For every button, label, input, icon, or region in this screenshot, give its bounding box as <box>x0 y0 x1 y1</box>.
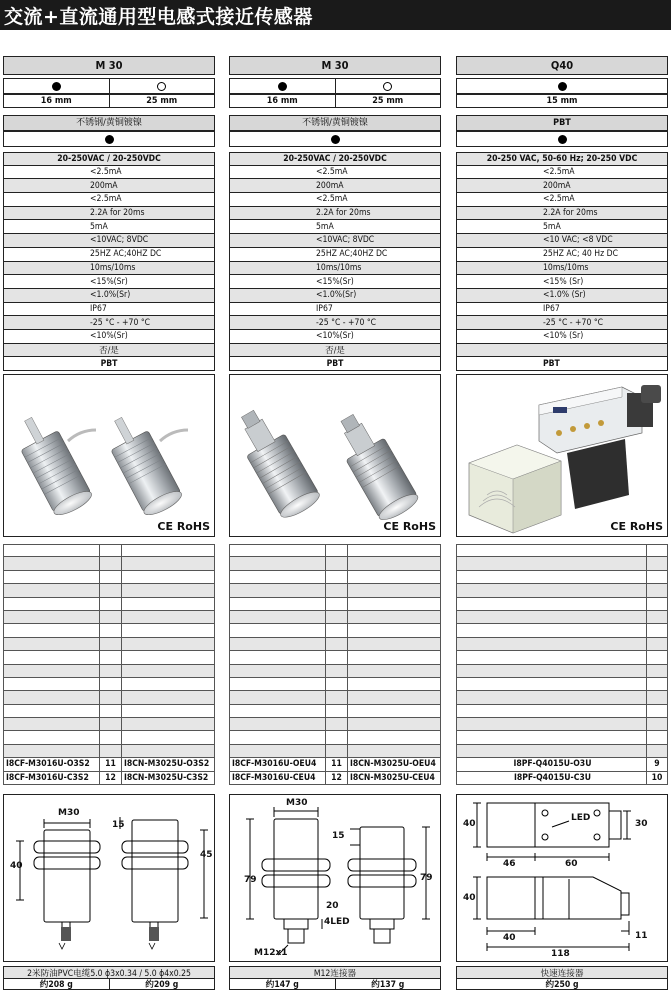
spec-table <box>229 152 441 371</box>
model-row: I8CF-M3016U-OEU4 11 I8CN-M3025U-OEU4 <box>229 758 441 771</box>
spec-row: <10VAC; 8VDC <box>229 234 441 248</box>
table-row <box>456 678 668 691</box>
ce-rohs-marks: CE RoHS <box>383 520 436 533</box>
spec-row: IP67 <box>3 303 215 317</box>
spec-row: IP67 <box>456 303 668 317</box>
table-row <box>3 584 215 597</box>
table-row <box>456 557 668 570</box>
dim-60-label: 60 <box>565 859 578 869</box>
model-row: I8CF-M3016U-C3S2 12 I8CN-M3025U-C3S2 <box>3 772 215 785</box>
dimension-drawing <box>229 794 441 962</box>
spec-row: <10% (Sr) <box>456 330 668 344</box>
table-row <box>3 544 215 557</box>
material-indicator <box>229 131 441 147</box>
spec-row: 2.2A for 20ms <box>3 207 215 221</box>
product-photo <box>3 374 215 537</box>
table-row <box>456 731 668 744</box>
connector-description: 快速连接器 <box>456 966 668 979</box>
dim-30-label: 30 <box>635 819 648 829</box>
model-row: I8PF-Q4015U-C3U 10 <box>456 772 668 785</box>
filled-dot-icon <box>105 135 114 144</box>
dim-m30-label: M30 <box>286 798 308 808</box>
spec-row: <2.5mA <box>229 193 441 207</box>
table-row <box>456 705 668 718</box>
model-row: I8CF-M3016U-O3S2 11 I8CN-M3025U-O3S2 <box>3 758 215 771</box>
table-row <box>3 598 215 611</box>
spec-row: -25 °C - +70 °C <box>229 316 441 330</box>
table-row <box>456 584 668 597</box>
dim-40-label: 40 <box>10 861 23 871</box>
dim-m30-label: M30 <box>58 808 80 818</box>
spec-row: 20-250VAC / 20-250VDC <box>3 152 215 166</box>
spec-row: <1.0%(Sr) <box>3 289 215 303</box>
dim-20-label: 20 <box>326 901 339 911</box>
table-row <box>456 691 668 704</box>
spec-row: <2.5mA <box>456 166 668 180</box>
table-row <box>456 665 668 678</box>
column-header: M 30 <box>229 56 441 75</box>
table-row <box>456 718 668 731</box>
table-row <box>229 665 441 678</box>
sensing-range-left: 16 mm <box>3 94 110 108</box>
range-indicator-row <box>456 78 668 94</box>
table-row <box>3 611 215 624</box>
spec-row: 200mA <box>456 179 668 193</box>
dim-11-label: 11 <box>635 931 648 941</box>
spec-row: 5mA <box>3 220 215 234</box>
nonflush-ring-icon <box>336 78 442 94</box>
spec-row: 5mA <box>456 220 668 234</box>
spec-row: <2.5mA <box>229 166 441 180</box>
table-row <box>456 571 668 584</box>
table-row <box>229 745 441 758</box>
model-table <box>456 544 668 785</box>
spec-row: IP67 <box>229 303 441 317</box>
table-row <box>3 651 215 664</box>
spec-row: 25HZ AC;40HZ DC <box>229 248 441 262</box>
spec-row: PBT <box>456 357 668 371</box>
table-row <box>3 718 215 731</box>
spec-row: 否/是 <box>3 344 215 358</box>
weight-row <box>3 978 215 990</box>
product-photo <box>456 374 668 537</box>
spec-row: <2.5mA <box>456 193 668 207</box>
weight-row <box>456 978 668 990</box>
spec-row: <2.5mA <box>3 193 215 207</box>
table-row <box>229 584 441 597</box>
table-row <box>3 557 215 570</box>
spec-row: <1.0%(Sr) <box>229 289 441 303</box>
spec-row: <10%(Sr) <box>3 330 215 344</box>
model-table <box>3 544 215 785</box>
dim-40-side-label: 40 <box>463 893 476 903</box>
dim-40-top-label: 40 <box>463 819 476 829</box>
dim-79-left-label: 79 <box>244 875 257 885</box>
dim-118-label: 118 <box>551 949 570 959</box>
spec-row: 10ms/10ms <box>229 262 441 276</box>
model-row: I8CF-M3016U-CEU4 12 I8CN-M3025U-CEU4 <box>229 772 441 785</box>
dim-15-label: 15 <box>332 831 345 841</box>
table-row <box>229 718 441 731</box>
table-row <box>456 624 668 637</box>
spec-row: <15%(Sr) <box>229 275 441 289</box>
dim-m12-label: M12x1 <box>254 948 288 958</box>
table-row <box>229 624 441 637</box>
column-header: M 30 <box>3 56 215 75</box>
spec-row: 200mA <box>229 179 441 193</box>
spec-row: 2.2A for 20ms <box>229 207 441 221</box>
title-bar <box>0 0 671 30</box>
dim-15-label: 15 <box>112 820 125 830</box>
cable-description: 2米防油PVC电缆5.0 ϕ3x0.34 / 5.0 ϕ4x0.25 <box>3 966 215 979</box>
weight: 约250 g <box>456 978 668 990</box>
weight-right: 约209 g <box>110 978 216 990</box>
spec-row: 20-250 VAC, 50-60 Hz; 20-250 VDC <box>456 152 668 166</box>
table-row <box>456 745 668 758</box>
product-photo <box>229 374 441 537</box>
dim-45-label: 45 <box>200 850 213 860</box>
led-label: LED <box>571 813 591 823</box>
spec-row: 10ms/10ms <box>456 262 668 276</box>
table-row <box>456 651 668 664</box>
material-row: 不锈钢/黄铜镀镍 <box>229 115 441 131</box>
model-row: I8PF-Q4015U-O3U 9 <box>456 758 668 771</box>
spec-row: <1.0% (Sr) <box>456 289 668 303</box>
table-row <box>229 691 441 704</box>
spec-row <box>456 344 668 358</box>
sensing-range-row <box>229 94 441 108</box>
weight-left: 约208 g <box>3 978 110 990</box>
table-row <box>3 705 215 718</box>
ce-rohs-marks: CE RoHS <box>157 520 210 533</box>
table-row <box>229 678 441 691</box>
page-title: 交流+直流通用型电感式接近传感器 <box>4 6 313 28</box>
spec-row: <2.5mA <box>3 166 215 180</box>
table-row <box>456 611 668 624</box>
dim-40-bottom-label: 40 <box>503 933 516 943</box>
table-row <box>3 731 215 744</box>
table-row <box>229 571 441 584</box>
dim-46-label: 46 <box>503 859 516 869</box>
dimension-drawing <box>456 794 668 962</box>
dim-4led-label: 4LED <box>324 917 350 927</box>
table-row <box>3 678 215 691</box>
spec-row: 25HZ AC;40HZ DC <box>3 248 215 262</box>
filled-dot-icon <box>331 135 340 144</box>
weight-row <box>229 978 441 990</box>
dim-79-right-label: 79 <box>420 873 433 883</box>
material-indicator <box>456 131 668 147</box>
sensing-range-right: 25 mm <box>336 94 442 108</box>
sensing-range: 15 mm <box>456 94 668 108</box>
flush-dot-icon <box>558 82 567 91</box>
table-row <box>229 731 441 744</box>
spec-table <box>3 152 215 371</box>
spec-row: 2.2A for 20ms <box>456 207 668 221</box>
material-row: 不锈钢/黄铜镀镍 <box>3 115 215 131</box>
spec-row: <10 VAC; <8 VDC <box>456 234 668 248</box>
spec-row: -25 °C - +70 °C <box>456 316 668 330</box>
spec-row: 25HZ AC; 40 Hz DC <box>456 248 668 262</box>
material-indicator <box>3 131 215 147</box>
spec-row: PBT <box>3 357 215 371</box>
spec-row: PBT <box>229 357 441 371</box>
spec-row: 5mA <box>229 220 441 234</box>
ce-rohs-marks: CE RoHS <box>610 520 663 533</box>
spec-row: <15%(Sr) <box>3 275 215 289</box>
flush-dot-icon <box>3 78 110 94</box>
table-row <box>229 705 441 718</box>
table-row <box>3 638 215 651</box>
table-row <box>3 745 215 758</box>
table-row <box>3 624 215 637</box>
spec-table <box>456 152 668 371</box>
spec-row: 20-250VAC / 20-250VDC <box>229 152 441 166</box>
range-indicator-row <box>3 78 215 94</box>
table-row <box>229 598 441 611</box>
table-row <box>229 544 441 557</box>
range-indicator-row <box>229 78 441 94</box>
spec-row: 200mA <box>3 179 215 193</box>
table-row <box>229 651 441 664</box>
weight-right: 约137 g <box>336 978 442 990</box>
table-row <box>229 557 441 570</box>
spec-row: <10VAC; 8VDC <box>3 234 215 248</box>
spec-row: -25 °C - +70 °C <box>3 316 215 330</box>
table-row <box>229 638 441 651</box>
table-row <box>3 691 215 704</box>
table-row <box>3 665 215 678</box>
material-row: PBT <box>456 115 668 131</box>
spec-row: <15% (Sr) <box>456 275 668 289</box>
spec-row: <10%(Sr) <box>229 330 441 344</box>
nonflush-ring-icon <box>110 78 216 94</box>
spec-row: 否/是 <box>229 344 441 358</box>
table-row <box>456 598 668 611</box>
spec-row: 10ms/10ms <box>3 262 215 276</box>
table-row <box>3 571 215 584</box>
table-row <box>456 544 668 557</box>
sensing-range-left: 16 mm <box>229 94 336 108</box>
flush-dot-icon <box>229 78 336 94</box>
filled-dot-icon <box>558 135 567 144</box>
dimension-drawing <box>3 794 215 962</box>
sensing-range-row <box>3 94 215 108</box>
column-header: Q40 <box>456 56 668 75</box>
sensing-range-right: 25 mm <box>110 94 216 108</box>
connector-description: M12连接器 <box>229 966 441 979</box>
table-row <box>229 611 441 624</box>
model-table <box>229 544 441 785</box>
table-row <box>456 638 668 651</box>
weight-left: 约147 g <box>229 978 336 990</box>
